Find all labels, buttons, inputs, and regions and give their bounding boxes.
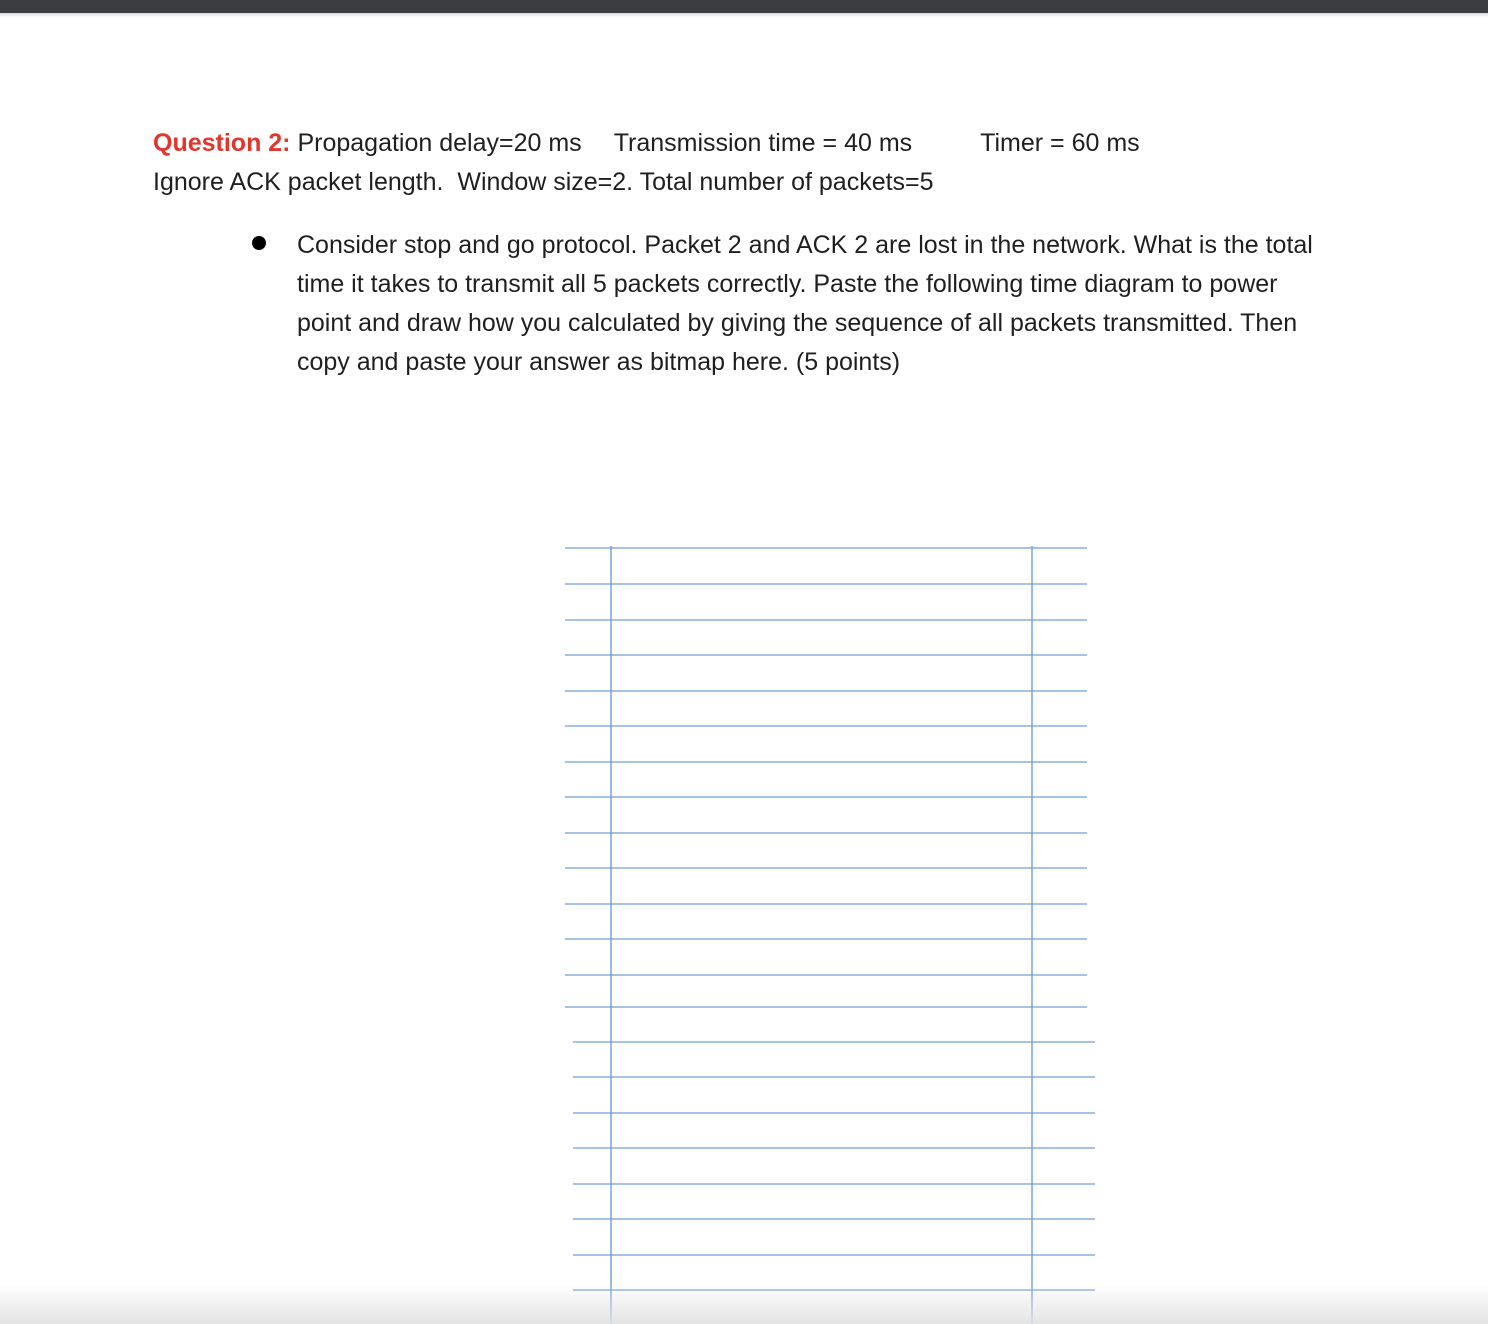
question-conditions: Ignore ACK packet length. Window size=2. Total number of packets=5 (153, 168, 934, 196)
timer-value: Timer = 60 ms (980, 129, 1140, 157)
bullet-line: time it takes to transmit all 5 packets correctly. Paste the following time diagram to power (297, 270, 1278, 298)
question-label: Question 2: (153, 129, 291, 157)
bullet-line: point and draw how you calculated by giving the sequence of all packets transmitted. Then (297, 309, 1298, 337)
bullet-line: Consider stop and go protocol. Packet 2 and ACK 2 are lost in the network. What is the total (297, 231, 1313, 259)
transmission-time: Transmission time = 40 ms (613, 129, 913, 157)
bullet-line: copy and paste your answer as bitmap here. (5 points) (297, 348, 901, 376)
propagation-delay: Propagation delay=20 ms (290, 129, 582, 157)
